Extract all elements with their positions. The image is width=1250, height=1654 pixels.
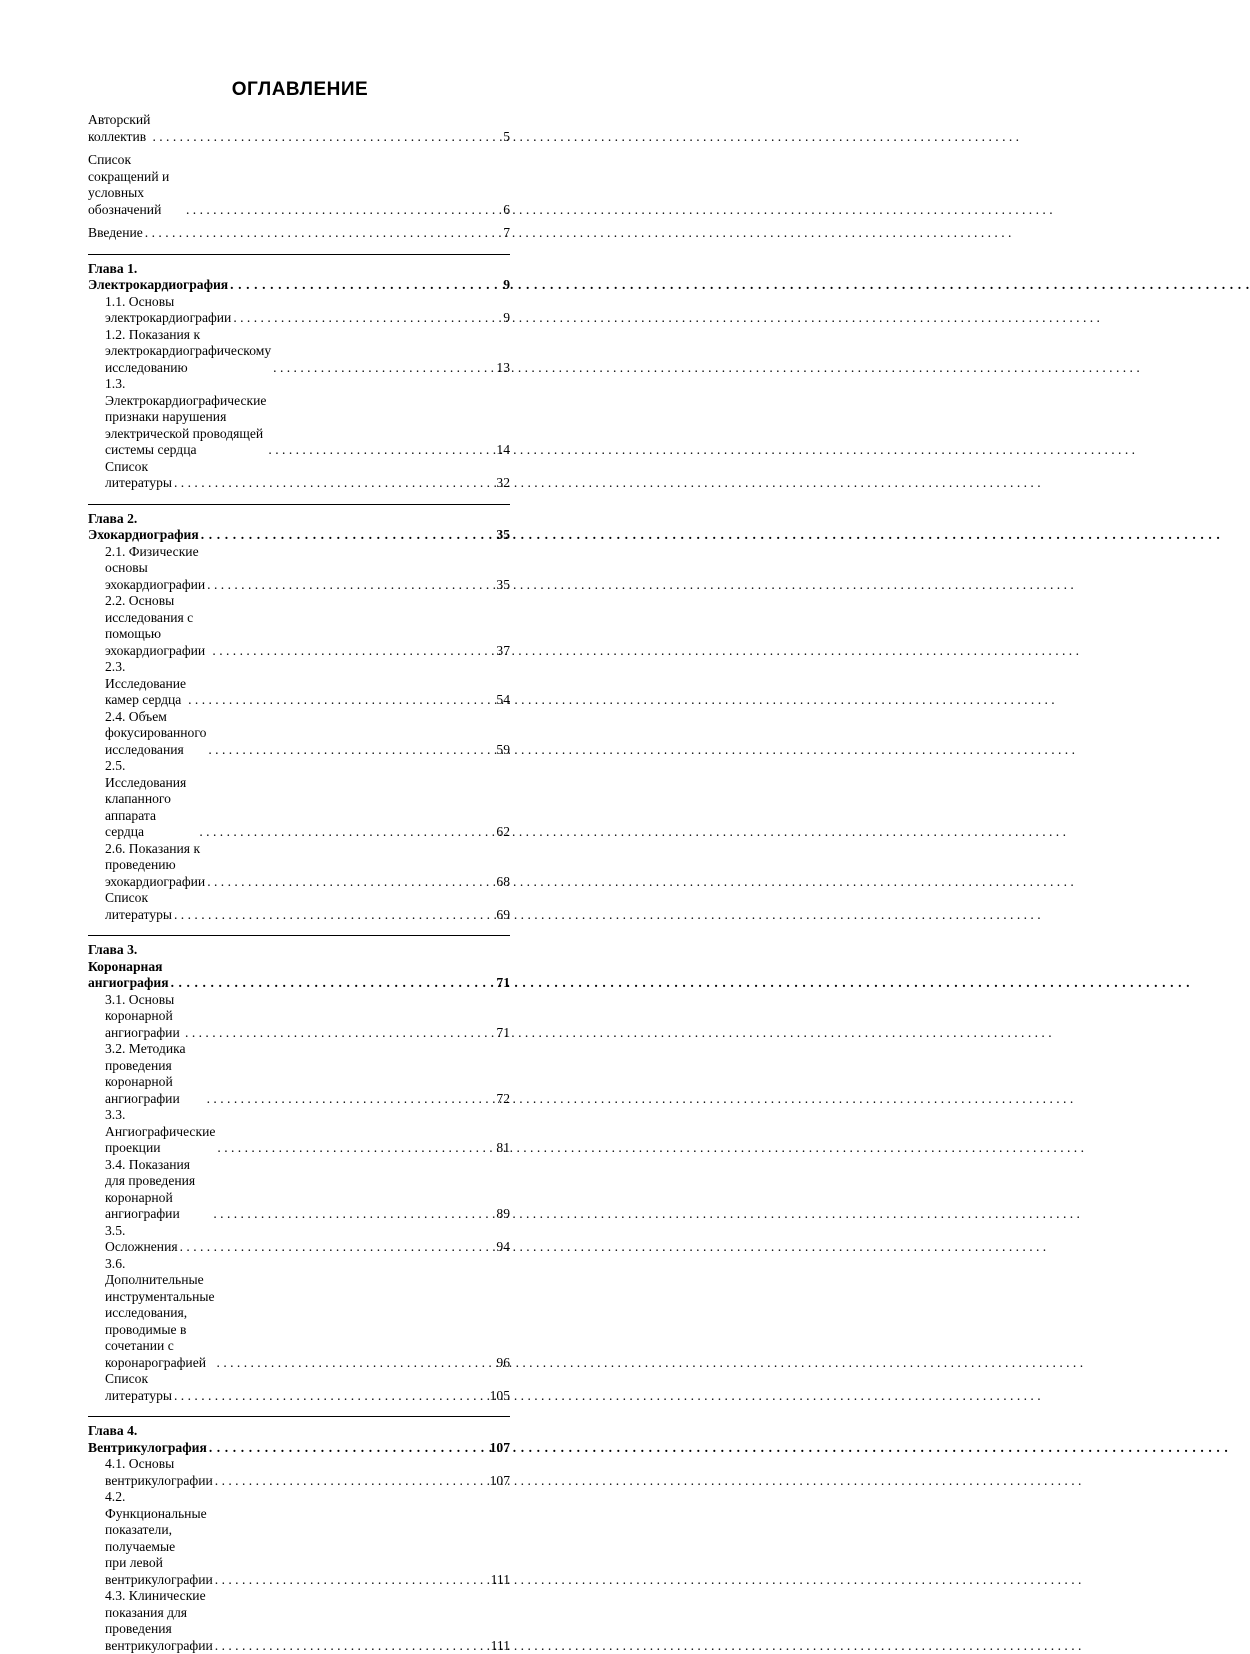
- toc-entry-abbreviations[interactable]: [88, 152, 510, 218]
- toc-page-number: 107: [490, 1440, 510, 1457]
- toc-entry-text: Список литературы: [105, 1371, 172, 1404]
- toc-section-entry[interactable]: [88, 709, 510, 759]
- dot-leader: [215, 1572, 489, 1589]
- dot-leader: [185, 1025, 494, 1042]
- chapter-group-4: [88, 1416, 510, 1654]
- toc-chapter-heading-2[interactable]: [88, 511, 510, 544]
- toc-entry-text: Авторский коллектив: [88, 112, 150, 145]
- dot-leader: [199, 824, 494, 841]
- toc-page-number: 69: [496, 907, 510, 924]
- toc-chapter-heading-3[interactable]: [88, 942, 510, 992]
- toc-entry-text: Глава 1. Электрокардиография: [88, 261, 228, 294]
- toc-section-entry[interactable]: [88, 593, 510, 659]
- toc-entry-text: 4.3. Клинические показания для проведения вентрикулографии: [105, 1588, 213, 1654]
- dot-leader: [186, 202, 501, 219]
- toc-page-number: 13: [496, 360, 510, 377]
- dot-leader: [145, 225, 501, 242]
- toc-section-entry[interactable]: [88, 327, 510, 377]
- toc-page-number: 71: [496, 975, 510, 992]
- dot-leader: [213, 1206, 494, 1223]
- dot-leader: [207, 874, 494, 891]
- chapter-group-3: [88, 935, 510, 1404]
- toc-entry-text: 1.3. Электрокардиографические признаки нарушения электрической проводящей системы сердца: [105, 376, 266, 459]
- toc-page-number: 35: [496, 577, 510, 594]
- dot-leader: [217, 1140, 494, 1157]
- dot-leader: [171, 975, 495, 992]
- toc-section-entry[interactable]: [88, 459, 510, 492]
- dot-leader: [230, 277, 501, 294]
- toc-section-entry[interactable]: [88, 376, 510, 459]
- toc-entry-text: Список литературы: [105, 890, 172, 923]
- dot-leader: [268, 442, 494, 459]
- toc-section-entry[interactable]: [88, 1256, 510, 1372]
- toc-section-entry[interactable]: [88, 992, 510, 1042]
- toc-entry-text: 2.5. Исследования клапанного аппарата сердца: [105, 758, 197, 841]
- dot-leader: [188, 692, 494, 709]
- toc-section-entry[interactable]: [88, 1041, 510, 1107]
- toc-section-entry[interactable]: [88, 890, 510, 923]
- toc-entry-text: 1.2. Показания к электрокардиографическому исследованию: [105, 327, 271, 377]
- toc-page-number: 96: [496, 1355, 510, 1372]
- toc-section-entry[interactable]: [88, 758, 510, 841]
- toc-section-entry[interactable]: [88, 659, 510, 709]
- toc-page-number: 94: [496, 1239, 510, 1256]
- toc-page-number: 5: [503, 129, 510, 146]
- toc-page-number: 37: [496, 643, 510, 660]
- toc-entry-text: Глава 3. Коронарная ангиография: [88, 942, 169, 992]
- toc-section-entry[interactable]: [88, 294, 510, 327]
- toc-entry-introduction[interactable]: [88, 225, 510, 242]
- dot-leader: [273, 360, 494, 377]
- toc-page-number: 68: [496, 874, 510, 891]
- toc-entry-text: 3.5. Осложнения: [105, 1223, 178, 1256]
- toc-section-entry[interactable]: [88, 1489, 510, 1588]
- toc-section-entry[interactable]: [88, 1588, 510, 1654]
- dot-leader: [207, 577, 494, 594]
- dot-leader: [217, 1355, 495, 1372]
- dot-leader: [207, 1091, 495, 1108]
- toc-entry-text: Глава 4. Вентрикулография: [88, 1423, 207, 1456]
- toc-page-number: 7: [503, 225, 510, 242]
- toc-entry-text: 2.3. Исследование камер сердца: [105, 659, 186, 709]
- dot-leader: [209, 1440, 488, 1457]
- toc-entry-text: Список сокращений и условных обозначений: [88, 152, 184, 218]
- toc-page-number: 9: [503, 277, 510, 294]
- dot-leader: [180, 1239, 495, 1256]
- toc-page-number: 54: [496, 692, 510, 709]
- dot-leader: [215, 1473, 488, 1490]
- toc-entry-text: 3.1. Основы коронарной ангиографии: [105, 992, 183, 1042]
- toc-entry-authors[interactable]: [88, 112, 510, 145]
- toc-page-number: 89: [496, 1206, 510, 1223]
- toc-entry-text: 3.2. Методика проведения коронарной ангиографии: [105, 1041, 205, 1107]
- dot-leader: [174, 1388, 488, 1405]
- toc-entry-text: 3.3. Ангиографические проекции: [105, 1107, 215, 1157]
- toc-page-number: 111: [491, 1572, 510, 1589]
- toc-page-number: 32: [496, 475, 510, 492]
- toc-entry-text: 2.2. Основы исследования с помощью эхокардиографии: [105, 593, 210, 659]
- toc-entry-text: 2.6. Показания к проведению эхокардиографии: [105, 841, 205, 891]
- toc-page-number: 105: [490, 1388, 510, 1405]
- toc-entry-text: 2.4. Объем фокусированного исследования: [105, 709, 206, 759]
- toc-page-number: 35: [496, 527, 510, 544]
- toc-page: [0, 0, 600, 750]
- toc-entry-text: 4.2. Функциональные показатели, получаемые при левой вентрикулографии: [105, 1489, 213, 1588]
- toc-entry-text: Глава 2. Эхокардиография: [88, 511, 199, 544]
- toc-entry-text: 2.1. Физические основы эхокардиографии: [105, 544, 205, 594]
- dot-leader: [152, 129, 501, 146]
- toc-section-entry[interactable]: [88, 1371, 510, 1404]
- dot-leader: [174, 475, 494, 492]
- toc-section-entry[interactable]: [88, 1456, 510, 1489]
- toc-chapter-heading-1[interactable]: [88, 261, 510, 294]
- toc-entry-text: 4.1. Основы вентрикулографии: [105, 1456, 213, 1489]
- toc-page-number: 62: [496, 824, 510, 841]
- toc-page-number: 59: [496, 742, 510, 759]
- toc-page-number: 111: [491, 1638, 510, 1654]
- toc-section-entry[interactable]: [88, 1107, 510, 1157]
- page-title: ОГЛАВЛЕНИЕ: [0, 79, 600, 101]
- toc-entry-text: Введение: [88, 225, 143, 242]
- toc-chapter-heading-4[interactable]: [88, 1423, 510, 1456]
- toc-page-number: 9: [503, 310, 510, 327]
- toc-entry-text: Список литературы: [105, 459, 172, 492]
- toc-page-number: 107: [490, 1473, 510, 1490]
- toc-page-number: 81: [496, 1140, 510, 1157]
- toc-section-entry[interactable]: [88, 1157, 510, 1223]
- toc-section-entry[interactable]: [88, 544, 510, 594]
- chapter-group-1: [88, 254, 510, 492]
- dot-leader: [208, 742, 494, 759]
- dot-leader: [174, 907, 494, 924]
- toc-section-entry[interactable]: [88, 1223, 510, 1256]
- dot-leader: [201, 527, 495, 544]
- table-of-contents: [88, 112, 510, 1654]
- toc-entry-text: 1.1. Основы электрокардиографии: [105, 294, 231, 327]
- toc-page-number: 71: [496, 1025, 510, 1042]
- chapter-group-2: [88, 504, 510, 924]
- toc-page-number: 14: [496, 442, 510, 459]
- dot-leader: [215, 1638, 489, 1654]
- dot-leader: [212, 643, 494, 660]
- dot-leader: [233, 310, 501, 327]
- toc-entry-text: 3.6. Дополнительные инструментальные исследования, проводимые в сочетании с коронарографией: [105, 1256, 215, 1372]
- toc-entry-text: 3.4. Показания для проведения коронарной ангиографии: [105, 1157, 211, 1223]
- toc-page-number: 72: [496, 1091, 510, 1108]
- toc-page-number: 6: [503, 202, 510, 219]
- toc-section-entry[interactable]: [88, 841, 510, 891]
